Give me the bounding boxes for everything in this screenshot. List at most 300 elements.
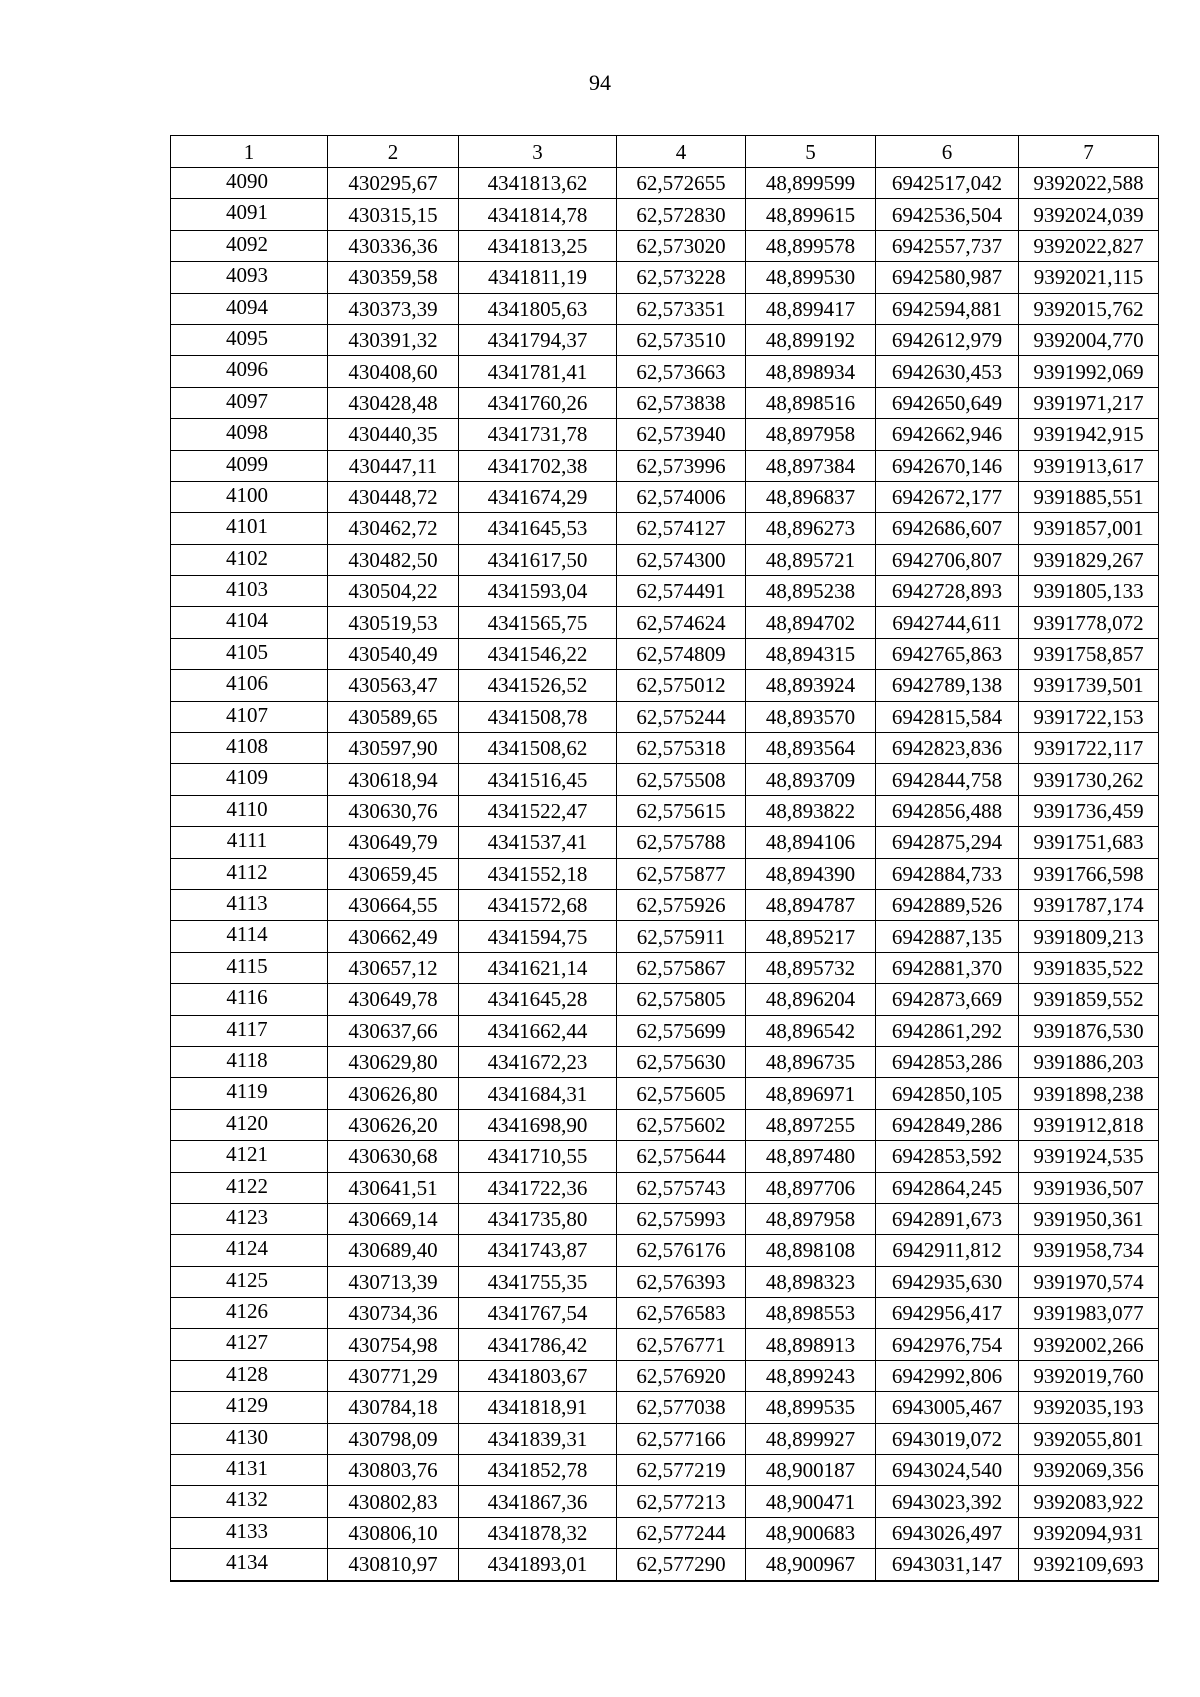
table-cell <box>171 1360 328 1391</box>
cell-x-projected: 6942956,417 <box>876 1298 1019 1329</box>
cell-point-number: 4130 <box>226 1424 268 1449</box>
cell-y-coordinate: 4341522,47 <box>459 795 617 826</box>
page-number: 94 <box>589 70 611 95</box>
cell-y-coordinate: 4341516,45 <box>459 764 617 795</box>
cell-x-coordinate: 430428,48 <box>328 387 459 418</box>
cell-longitude: 48,899615 <box>746 199 876 230</box>
table-cell <box>171 1203 328 1234</box>
cell-x-coordinate: 430504,22 <box>328 576 459 607</box>
cell-y-projected: 9391829,267 <box>1019 544 1159 575</box>
cell-y-coordinate: 4341645,28 <box>459 984 617 1015</box>
cell-x-projected: 6942992,806 <box>876 1360 1019 1391</box>
table-row <box>171 356 1159 387</box>
cell-y-projected: 9391758,857 <box>1019 638 1159 669</box>
cell-latitude: 62,574006 <box>617 481 746 512</box>
cell-latitude: 62,577038 <box>617 1392 746 1423</box>
table-cell <box>171 1266 328 1297</box>
cell-y-projected: 9391992,069 <box>1019 356 1159 387</box>
cell-longitude: 48,898516 <box>746 387 876 418</box>
cell-x-coordinate: 430810,97 <box>328 1549 459 1581</box>
cell-latitude: 62,575615 <box>617 795 746 826</box>
cell-x-coordinate: 430359,58 <box>328 262 459 293</box>
cell-x-projected: 6943024,540 <box>876 1455 1019 1486</box>
cell-y-coordinate: 4341565,75 <box>459 607 617 638</box>
cell-latitude: 62,575993 <box>617 1203 746 1234</box>
cell-point-number: 4111 <box>226 828 268 853</box>
cell-latitude: 62,577244 <box>617 1517 746 1548</box>
cell-latitude: 62,572655 <box>617 168 746 199</box>
table-cell <box>171 1172 328 1203</box>
cell-y-projected: 9391912,818 <box>1019 1109 1159 1140</box>
table-cell <box>171 356 328 387</box>
table-cell <box>171 1141 328 1172</box>
cell-x-coordinate: 430806,10 <box>328 1517 459 1548</box>
cell-longitude: 48,899578 <box>746 230 876 261</box>
cell-point-number: 4128 <box>226 1361 268 1386</box>
table-row <box>171 419 1159 450</box>
column-header: 4 <box>617 136 746 168</box>
cell-x-coordinate: 430540,49 <box>328 638 459 669</box>
cell-longitude: 48,894390 <box>746 858 876 889</box>
cell-longitude: 48,899599 <box>746 168 876 199</box>
cell-latitude: 62,576393 <box>617 1266 746 1297</box>
cell-y-projected: 9391722,153 <box>1019 701 1159 732</box>
table-cell <box>171 1329 328 1360</box>
table-cell <box>171 858 328 889</box>
cell-latitude: 62,575244 <box>617 701 746 732</box>
cell-point-number: 4123 <box>226 1204 268 1229</box>
cell-longitude: 48,895721 <box>746 544 876 575</box>
cell-x-projected: 6942815,584 <box>876 701 1019 732</box>
table-row <box>171 450 1159 481</box>
cell-latitude: 62,574300 <box>617 544 746 575</box>
cell-x-projected: 6942670,146 <box>876 450 1019 481</box>
cell-latitude: 62,574809 <box>617 638 746 669</box>
cell-x-projected: 6942844,758 <box>876 764 1019 795</box>
cell-y-coordinate: 4341735,80 <box>459 1203 617 1234</box>
table-row <box>171 1266 1159 1297</box>
cell-x-projected: 6942706,807 <box>876 544 1019 575</box>
cell-y-projected: 9391950,361 <box>1019 1203 1159 1234</box>
table-row <box>171 858 1159 889</box>
table-row <box>171 889 1159 920</box>
table-cell <box>171 1078 328 1109</box>
cell-y-projected: 9391778,072 <box>1019 607 1159 638</box>
cell-y-coordinate: 4341617,50 <box>459 544 617 575</box>
cell-x-coordinate: 430784,18 <box>328 1392 459 1423</box>
cell-point-number: 4099 <box>226 451 268 476</box>
table-row <box>171 168 1159 199</box>
cell-y-projected: 9391913,617 <box>1019 450 1159 481</box>
cell-x-projected: 6942881,370 <box>876 952 1019 983</box>
cell-longitude: 48,897958 <box>746 419 876 450</box>
table-cell <box>171 921 328 952</box>
cell-longitude: 48,900471 <box>746 1486 876 1517</box>
table-cell <box>171 1423 328 1454</box>
cell-x-coordinate: 430754,98 <box>328 1329 459 1360</box>
table-cell <box>171 481 328 512</box>
cell-x-coordinate: 430664,55 <box>328 889 459 920</box>
cell-y-projected: 9392022,588 <box>1019 168 1159 199</box>
cell-x-projected: 6942612,979 <box>876 324 1019 355</box>
cell-latitude: 62,575911 <box>617 921 746 952</box>
cell-point-number: 4091 <box>226 200 268 225</box>
table-cell <box>171 1517 328 1548</box>
table-row <box>171 1298 1159 1329</box>
cell-point-number: 4098 <box>226 420 268 445</box>
cell-longitude: 48,897255 <box>746 1109 876 1140</box>
cell-y-projected: 9392024,039 <box>1019 199 1159 230</box>
table-row <box>171 199 1159 230</box>
cell-longitude: 48,897480 <box>746 1141 876 1172</box>
table-cell <box>171 827 328 858</box>
table-cell <box>171 984 328 1015</box>
cell-longitude: 48,893924 <box>746 670 876 701</box>
cell-x-coordinate: 430295,67 <box>328 168 459 199</box>
cell-y-projected: 9391970,574 <box>1019 1266 1159 1297</box>
cell-point-number: 4103 <box>226 577 268 602</box>
cell-point-number: 4115 <box>226 953 268 978</box>
table-cell <box>171 795 328 826</box>
coordinates-table <box>170 135 1159 1582</box>
cell-point-number: 4132 <box>226 1487 268 1512</box>
cell-y-projected: 9391736,459 <box>1019 795 1159 826</box>
cell-x-projected: 6942580,987 <box>876 262 1019 293</box>
cell-y-projected: 9391730,262 <box>1019 764 1159 795</box>
cell-x-coordinate: 430657,12 <box>328 952 459 983</box>
cell-longitude: 48,898108 <box>746 1235 876 1266</box>
cell-point-number: 4093 <box>226 263 268 288</box>
cell-longitude: 48,899927 <box>746 1423 876 1454</box>
cell-x-projected: 6942935,630 <box>876 1266 1019 1297</box>
cell-latitude: 62,572830 <box>617 199 746 230</box>
cell-x-projected: 6942853,592 <box>876 1141 1019 1172</box>
cell-latitude: 62,575644 <box>617 1141 746 1172</box>
cell-x-projected: 6942686,607 <box>876 513 1019 544</box>
cell-y-projected: 9391898,238 <box>1019 1078 1159 1109</box>
cell-x-coordinate: 430597,90 <box>328 733 459 764</box>
cell-x-coordinate: 430462,72 <box>328 513 459 544</box>
column-header: 2 <box>328 136 459 168</box>
cell-point-number: 4112 <box>226 859 268 884</box>
cell-latitude: 62,575788 <box>617 827 746 858</box>
cell-x-coordinate: 430630,76 <box>328 795 459 826</box>
cell-y-projected: 9392002,266 <box>1019 1329 1159 1360</box>
cell-y-coordinate: 4341878,32 <box>459 1517 617 1548</box>
cell-x-projected: 6942856,488 <box>876 795 1019 826</box>
table-row <box>171 324 1159 355</box>
cell-point-number: 4092 <box>226 231 268 256</box>
table-cell <box>171 1015 328 1046</box>
table-row <box>171 795 1159 826</box>
table-row <box>171 921 1159 952</box>
table-row <box>171 1235 1159 1266</box>
cell-y-projected: 9391885,551 <box>1019 481 1159 512</box>
cell-latitude: 62,575318 <box>617 733 746 764</box>
cell-x-projected: 6942887,135 <box>876 921 1019 952</box>
cell-y-projected: 9392022,827 <box>1019 230 1159 261</box>
cell-y-coordinate: 4341552,18 <box>459 858 617 889</box>
table-cell <box>171 1549 328 1581</box>
table-row <box>171 1046 1159 1077</box>
cell-point-number: 4110 <box>226 796 268 821</box>
cell-x-projected: 6942672,177 <box>876 481 1019 512</box>
table-row <box>171 984 1159 1015</box>
cell-y-projected: 9391876,530 <box>1019 1015 1159 1046</box>
table-cell <box>171 450 328 481</box>
cell-y-projected: 9391983,077 <box>1019 1298 1159 1329</box>
cell-longitude: 48,893564 <box>746 733 876 764</box>
cell-y-coordinate: 4341852,78 <box>459 1455 617 1486</box>
cell-x-coordinate: 430626,20 <box>328 1109 459 1140</box>
table-row <box>171 670 1159 701</box>
cell-point-number: 4113 <box>226 890 268 915</box>
column-header: 5 <box>746 136 876 168</box>
cell-y-coordinate: 4341767,54 <box>459 1298 617 1329</box>
cell-x-coordinate: 430662,49 <box>328 921 459 952</box>
cell-y-coordinate: 4341702,38 <box>459 450 617 481</box>
table-row <box>171 1455 1159 1486</box>
table-row <box>171 1203 1159 1234</box>
cell-point-number: 4105 <box>226 639 268 664</box>
table-row <box>171 952 1159 983</box>
cell-point-number: 4095 <box>226 325 268 350</box>
cell-point-number: 4119 <box>226 1079 268 1104</box>
cell-x-projected: 6942884,733 <box>876 858 1019 889</box>
cell-x-projected: 6942744,611 <box>876 607 1019 638</box>
cell-x-coordinate: 430373,39 <box>328 293 459 324</box>
cell-point-number: 4101 <box>226 514 268 539</box>
table-cell <box>171 1298 328 1329</box>
table-cell <box>171 230 328 261</box>
column-header: 1 <box>171 136 328 168</box>
cell-y-projected: 9391739,501 <box>1019 670 1159 701</box>
cell-x-coordinate: 430448,72 <box>328 481 459 512</box>
cell-y-projected: 9392094,931 <box>1019 1517 1159 1548</box>
cell-latitude: 62,575805 <box>617 984 746 1015</box>
cell-y-coordinate: 4341814,78 <box>459 199 617 230</box>
cell-x-coordinate: 430649,78 <box>328 984 459 1015</box>
cell-y-projected: 9391809,213 <box>1019 921 1159 952</box>
cell-longitude: 48,899243 <box>746 1360 876 1391</box>
table-row <box>171 1392 1159 1423</box>
cell-x-projected: 6942789,138 <box>876 670 1019 701</box>
cell-longitude: 48,896273 <box>746 513 876 544</box>
cell-point-number: 4114 <box>226 922 268 947</box>
cell-point-number: 4100 <box>226 482 268 507</box>
cell-y-projected: 9391971,217 <box>1019 387 1159 418</box>
cell-longitude: 48,900187 <box>746 1455 876 1486</box>
cell-latitude: 62,574624 <box>617 607 746 638</box>
cell-longitude: 48,896735 <box>746 1046 876 1077</box>
table-row <box>171 387 1159 418</box>
cell-latitude: 62,573020 <box>617 230 746 261</box>
cell-x-coordinate: 430626,80 <box>328 1078 459 1109</box>
cell-x-coordinate: 430798,09 <box>328 1423 459 1454</box>
table-cell <box>171 387 328 418</box>
cell-y-projected: 9392019,760 <box>1019 1360 1159 1391</box>
table-row <box>171 576 1159 607</box>
cell-latitude: 62,573940 <box>617 419 746 450</box>
cell-point-number: 4122 <box>226 1173 268 1198</box>
cell-x-projected: 6942891,673 <box>876 1203 1019 1234</box>
cell-x-projected: 6942557,737 <box>876 230 1019 261</box>
table-cell <box>171 324 328 355</box>
cell-latitude: 62,573510 <box>617 324 746 355</box>
cell-y-coordinate: 4341760,26 <box>459 387 617 418</box>
cell-y-projected: 9391766,598 <box>1019 858 1159 889</box>
cell-point-number: 4124 <box>226 1236 268 1261</box>
cell-latitude: 62,577213 <box>617 1486 746 1517</box>
cell-y-projected: 9391924,535 <box>1019 1141 1159 1172</box>
cell-y-projected: 9392035,193 <box>1019 1392 1159 1423</box>
cell-x-coordinate: 430637,66 <box>328 1015 459 1046</box>
cell-point-number: 4106 <box>226 671 268 696</box>
cell-x-projected: 6942536,504 <box>876 199 1019 230</box>
cell-y-coordinate: 4341893,01 <box>459 1549 617 1581</box>
cell-y-coordinate: 4341537,41 <box>459 827 617 858</box>
table-cell <box>171 262 328 293</box>
cell-x-projected: 6942850,105 <box>876 1078 1019 1109</box>
cell-latitude: 62,574127 <box>617 513 746 544</box>
cell-x-coordinate: 430447,11 <box>328 450 459 481</box>
cell-y-coordinate: 4341508,78 <box>459 701 617 732</box>
cell-x-coordinate: 430802,83 <box>328 1486 459 1517</box>
cell-x-projected: 6942875,294 <box>876 827 1019 858</box>
table-row <box>171 827 1159 858</box>
table-row <box>171 293 1159 324</box>
cell-y-coordinate: 4341803,67 <box>459 1360 617 1391</box>
cell-x-projected: 6943023,392 <box>876 1486 1019 1517</box>
table-cell <box>171 419 328 450</box>
cell-point-number: 4121 <box>226 1142 268 1167</box>
cell-point-number: 4107 <box>226 702 268 727</box>
cell-longitude: 48,898934 <box>746 356 876 387</box>
table-row <box>171 544 1159 575</box>
cell-y-projected: 9391722,117 <box>1019 733 1159 764</box>
cell-longitude: 48,895732 <box>746 952 876 983</box>
cell-y-projected: 9392015,762 <box>1019 293 1159 324</box>
cell-x-coordinate: 430563,47 <box>328 670 459 701</box>
column-header: 7 <box>1019 136 1159 168</box>
cell-y-coordinate: 4341645,53 <box>459 513 617 544</box>
cell-y-projected: 9392021,115 <box>1019 262 1159 293</box>
table-cell <box>171 544 328 575</box>
table-cell <box>171 607 328 638</box>
cell-latitude: 62,577166 <box>617 1423 746 1454</box>
cell-latitude: 62,575743 <box>617 1172 746 1203</box>
cell-point-number: 4109 <box>226 765 268 790</box>
cell-y-projected: 9391751,683 <box>1019 827 1159 858</box>
table-cell <box>171 293 328 324</box>
cell-longitude: 48,898913 <box>746 1329 876 1360</box>
cell-y-coordinate: 4341781,41 <box>459 356 617 387</box>
cell-longitude: 48,896204 <box>746 984 876 1015</box>
cell-point-number: 4090 <box>226 169 268 193</box>
cell-x-coordinate: 430589,65 <box>328 701 459 732</box>
cell-y-projected: 9391942,915 <box>1019 419 1159 450</box>
table-cell <box>171 670 328 701</box>
table-row <box>171 481 1159 512</box>
table-row <box>171 607 1159 638</box>
cell-x-projected: 6942976,754 <box>876 1329 1019 1360</box>
cell-latitude: 62,575630 <box>617 1046 746 1077</box>
cell-longitude: 48,899417 <box>746 293 876 324</box>
table-row <box>171 262 1159 293</box>
cell-y-coordinate: 4341731,78 <box>459 419 617 450</box>
cell-y-coordinate: 4341621,14 <box>459 952 617 983</box>
cell-point-number: 4097 <box>226 388 268 413</box>
cell-y-projected: 9391835,522 <box>1019 952 1159 983</box>
table-row <box>171 764 1159 795</box>
cell-x-coordinate: 430391,32 <box>328 324 459 355</box>
cell-x-coordinate: 430641,51 <box>328 1172 459 1203</box>
cell-x-projected: 6942889,526 <box>876 889 1019 920</box>
cell-latitude: 62,576920 <box>617 1360 746 1391</box>
cell-y-projected: 9391936,507 <box>1019 1172 1159 1203</box>
cell-x-projected: 6942630,453 <box>876 356 1019 387</box>
cell-latitude: 62,575508 <box>617 764 746 795</box>
table-cell <box>171 576 328 607</box>
cell-longitude: 48,900967 <box>746 1549 876 1581</box>
cell-y-coordinate: 4341794,37 <box>459 324 617 355</box>
cell-x-projected: 6942594,881 <box>876 293 1019 324</box>
cell-y-coordinate: 4341722,36 <box>459 1172 617 1203</box>
column-header: 3 <box>459 136 617 168</box>
table-cell <box>171 701 328 732</box>
cell-longitude: 48,894106 <box>746 827 876 858</box>
cell-y-projected: 9391805,133 <box>1019 576 1159 607</box>
cell-latitude: 62,576583 <box>617 1298 746 1329</box>
cell-point-number: 4117 <box>226 1016 268 1041</box>
cell-x-projected: 6942650,649 <box>876 387 1019 418</box>
cell-y-coordinate: 4341572,68 <box>459 889 617 920</box>
cell-x-projected: 6943031,147 <box>876 1549 1019 1581</box>
cell-point-number: 4131 <box>226 1456 268 1481</box>
cell-x-coordinate: 430771,29 <box>328 1360 459 1391</box>
cell-y-projected: 9391859,552 <box>1019 984 1159 1015</box>
cell-y-coordinate: 4341508,62 <box>459 733 617 764</box>
table-row <box>171 1486 1159 1517</box>
cell-longitude: 48,898323 <box>746 1266 876 1297</box>
cell-x-projected: 6942765,863 <box>876 638 1019 669</box>
cell-x-coordinate: 430482,50 <box>328 544 459 575</box>
cell-point-number: 4129 <box>226 1393 268 1418</box>
cell-y-projected: 9392083,922 <box>1019 1486 1159 1517</box>
cell-x-coordinate: 430336,36 <box>328 230 459 261</box>
cell-point-number: 4120 <box>226 1110 268 1135</box>
cell-y-projected: 9392109,693 <box>1019 1549 1159 1581</box>
table-row <box>171 1517 1159 1548</box>
cell-x-projected: 6942873,669 <box>876 984 1019 1015</box>
cell-y-coordinate: 4341811,19 <box>459 262 617 293</box>
table-cell <box>171 1486 328 1517</box>
cell-x-projected: 6942911,812 <box>876 1235 1019 1266</box>
cell-longitude: 48,895238 <box>746 576 876 607</box>
table-cell <box>171 733 328 764</box>
cell-x-projected: 6942517,042 <box>876 168 1019 199</box>
table-cell <box>171 513 328 544</box>
table-body <box>171 168 1159 1581</box>
cell-y-projected: 9392004,770 <box>1019 324 1159 355</box>
table-cell <box>171 952 328 983</box>
cell-y-coordinate: 4341839,31 <box>459 1423 617 1454</box>
cell-x-coordinate: 430689,40 <box>328 1235 459 1266</box>
cell-x-coordinate: 430519,53 <box>328 607 459 638</box>
cell-x-coordinate: 430408,60 <box>328 356 459 387</box>
cell-point-number: 4104 <box>226 608 268 633</box>
cell-latitude: 62,575012 <box>617 670 746 701</box>
